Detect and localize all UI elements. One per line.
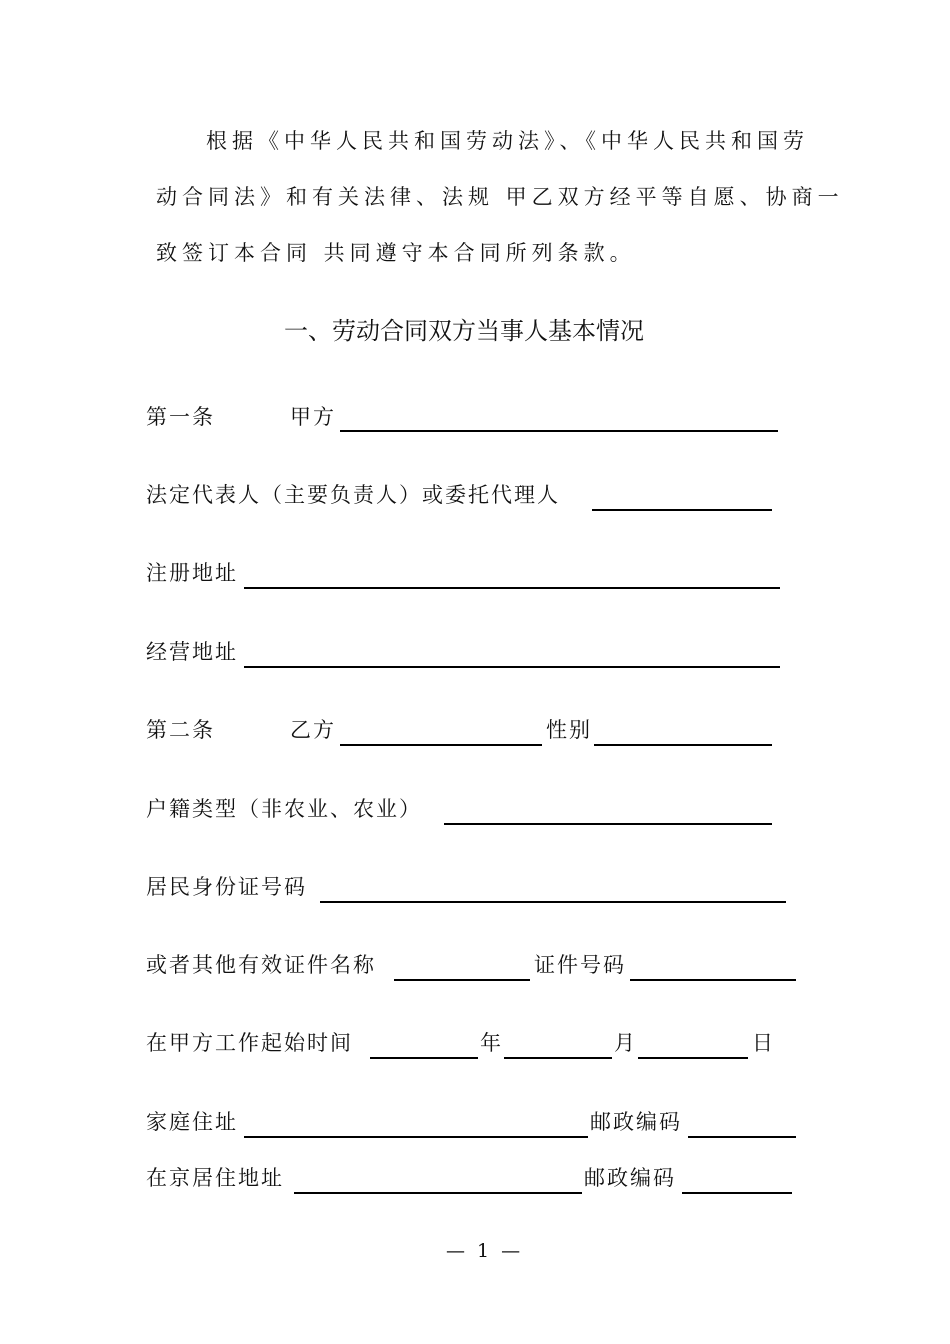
start-time-label: 在甲方工作起始时间 (146, 1031, 353, 1055)
beijing-address-field[interactable] (294, 1192, 582, 1194)
hukou-field[interactable] (444, 823, 772, 825)
start-year-field[interactable] (370, 1057, 478, 1059)
biz-address-label: 经营地址 (146, 640, 238, 664)
hukou-label: 户籍类型（非农业、农业） (146, 797, 422, 821)
article-2-label: 第二条 (146, 718, 215, 742)
id-number-field[interactable] (320, 901, 786, 903)
start-month-field[interactable] (504, 1057, 612, 1059)
postcode-1-label: 邮政编码 (590, 1110, 682, 1134)
intro-line-1: 根据《中华人民共和国劳动法》、《中华人民共和国劳 (206, 129, 809, 153)
day-label: 日 (752, 1031, 775, 1055)
biz-address-field[interactable] (244, 666, 780, 668)
legal-rep-field[interactable] (592, 509, 772, 511)
home-address-field[interactable] (244, 1136, 588, 1138)
reg-address-label: 注册地址 (146, 561, 238, 585)
start-day-field[interactable] (638, 1057, 748, 1059)
other-id-name-label: 或者其他有效证件名称 (146, 953, 376, 977)
home-address-label: 家庭住址 (146, 1110, 238, 1134)
party-a-field[interactable] (340, 430, 778, 432)
beijing-address-label: 在京居住地址 (146, 1166, 284, 1190)
year-label: 年 (480, 1031, 503, 1055)
intro-line-2: 动合同法》和有关法律、法规 甲乙双方经平等自愿、协商一 (156, 185, 844, 209)
gender-label: 性别 (546, 718, 592, 742)
page-number: — 1 — (446, 1240, 524, 1262)
id-number-label: 居民身份证号码 (146, 875, 307, 899)
legal-rep-label: 法定代表人（主要负责人）或委托代理人 (146, 483, 560, 507)
party-b-field[interactable] (340, 744, 542, 746)
id-no-field[interactable] (630, 979, 796, 981)
other-id-name-field[interactable] (394, 979, 530, 981)
article-1-label: 第一条 (146, 405, 215, 429)
reg-address-field[interactable] (244, 587, 780, 589)
intro-line-3: 致签订本合同 共同遵守本合同所列条款。 (156, 241, 636, 265)
postcode-1-field[interactable] (688, 1136, 796, 1138)
id-no-label: 证件号码 (534, 953, 626, 977)
postcode-2-field[interactable] (682, 1192, 792, 1194)
section-title: 一、劳动合同双方当事人基本情况 (284, 317, 644, 345)
postcode-2-label: 邮政编码 (584, 1166, 676, 1190)
gender-field[interactable] (594, 744, 772, 746)
month-label: 月 (614, 1031, 637, 1055)
party-b-label: 乙方 (290, 718, 336, 742)
party-a-label: 甲方 (290, 405, 336, 429)
